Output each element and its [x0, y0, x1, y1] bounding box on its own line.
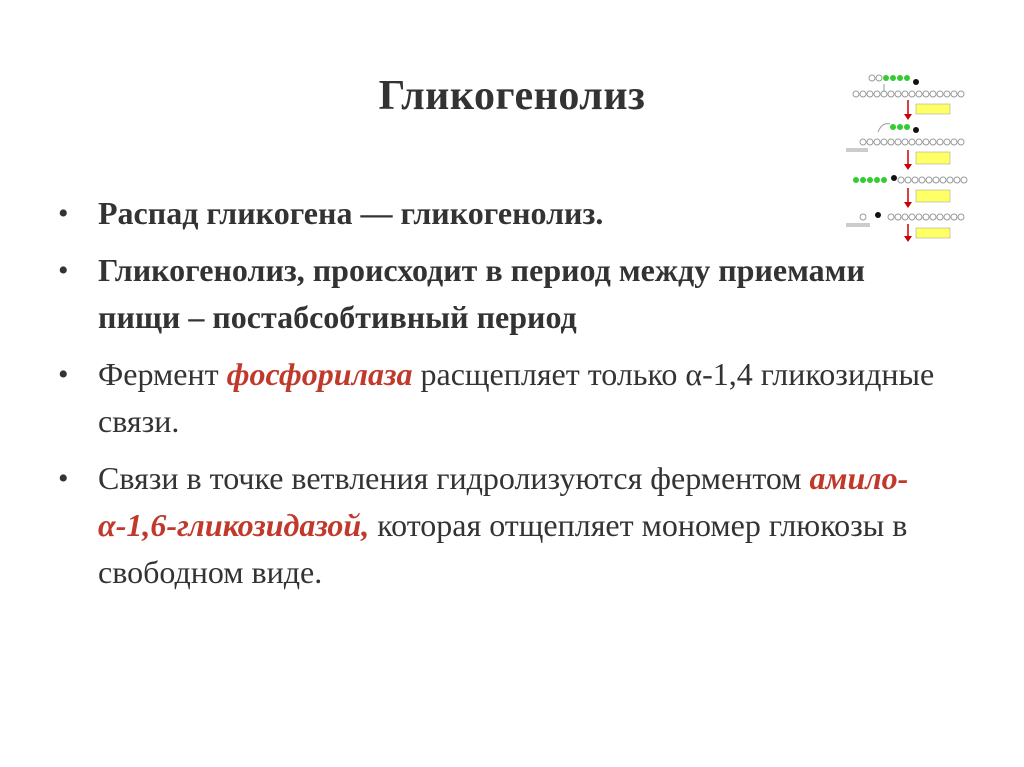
bullet-list — [58, 190, 938, 606]
bullet-text-post: которая отщепляет мономер глюкозы в свободном виде. — [98, 507, 908, 590]
arrow-step-1 — [904, 100, 950, 120]
bullet-item — [58, 247, 938, 341]
bullet-icon: • — [58, 197, 69, 230]
slide-title: Гликогенолиз — [378, 73, 646, 119]
bullet-item — [58, 190, 938, 237]
bullet-item — [58, 455, 938, 596]
arrow-step-2 — [904, 150, 950, 170]
glycogen-chain-2 — [846, 124, 964, 152]
enzyme-name: амило-α-1,6-гликозидазой, — [98, 460, 909, 543]
glycogen-chain-1 — [853, 75, 964, 97]
arrow-step-3 — [904, 188, 950, 208]
glycogen-chain-3 — [853, 175, 967, 183]
bullet-text: Распад гликогена — гликогенолиз. — [98, 195, 604, 231]
bullet-text-post: расщепляет только α-1,4 гликозидные связи. — [98, 356, 935, 439]
bullet-text-pre: Связи в точке ветвления гидролизуются ферментом — [98, 460, 810, 496]
arrow-step-4 — [904, 224, 950, 242]
glycogen-chain-4 — [846, 212, 964, 227]
bullet-icon: • — [58, 254, 69, 287]
bullet-text: Гликогенолиз, происходит в период между приемами пищи – постабсобтивный период — [98, 252, 865, 335]
glycogenolysis-diagram-image — [838, 72, 973, 244]
bullet-item — [58, 351, 938, 445]
bullet-text-pre: Фермент — [98, 356, 227, 392]
bullet-icon: • — [58, 358, 69, 391]
enzyme-name: фосфорилаза — [226, 356, 413, 392]
bullet-icon: • — [58, 462, 69, 495]
